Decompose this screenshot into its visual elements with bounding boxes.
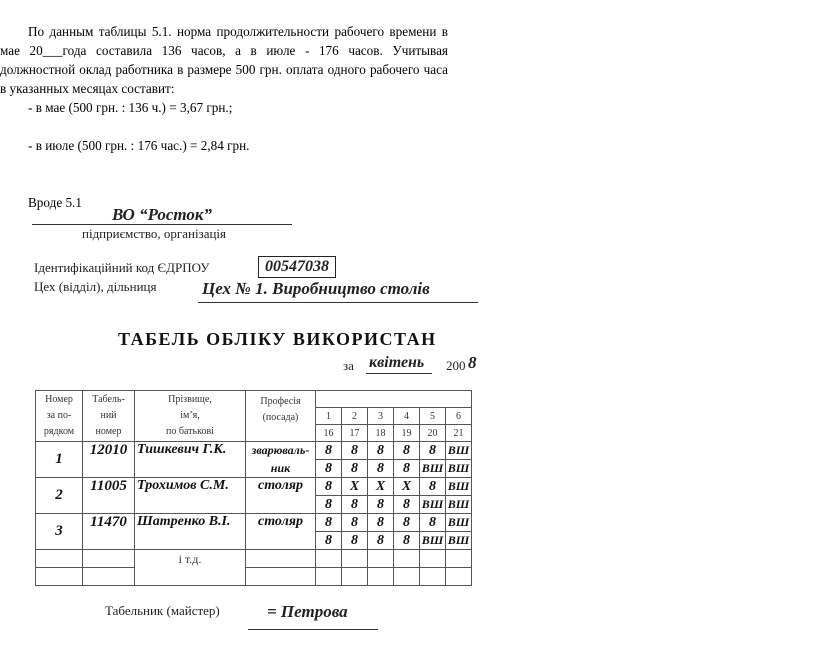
header-name-2: ім’я, bbox=[180, 410, 200, 421]
empty-cell bbox=[342, 568, 368, 586]
mark-cell: ВШ bbox=[446, 442, 472, 460]
day-top: 5 bbox=[420, 408, 446, 425]
empty-cell bbox=[420, 550, 446, 568]
header-row-1 bbox=[36, 391, 472, 408]
row-prof-cont: ник bbox=[246, 460, 316, 478]
org-underline bbox=[32, 224, 292, 225]
row-tab: 11470 bbox=[83, 514, 135, 550]
signer-label: Табельник (майстер) bbox=[105, 603, 220, 618]
mark-cell: 8 bbox=[420, 478, 446, 496]
empty-cell bbox=[83, 568, 135, 586]
header-num-2: за по- bbox=[46, 410, 72, 421]
mark-cell: 8 bbox=[316, 442, 342, 460]
for-label: за bbox=[343, 358, 354, 373]
mark-cell: ВШ bbox=[446, 532, 472, 550]
empty-cell bbox=[36, 550, 83, 568]
mark-cell: 8 bbox=[394, 442, 420, 460]
scanned-timesheet-form bbox=[30, 195, 480, 645]
row-tab: 12010 bbox=[83, 442, 135, 478]
day-bottom: 16 bbox=[316, 425, 342, 442]
row-prof: столяр bbox=[246, 514, 316, 550]
empty-cell bbox=[446, 550, 472, 568]
day-bottom: 19 bbox=[394, 425, 420, 442]
header-name bbox=[135, 391, 246, 442]
row-name: Шатренко В.І. bbox=[135, 514, 246, 550]
day-top: 6 bbox=[446, 408, 472, 425]
mark-cell: 8 bbox=[316, 532, 342, 550]
org-label: підприємство, організація bbox=[82, 226, 227, 241]
day-top: 3 bbox=[368, 408, 394, 425]
dept-underline bbox=[198, 302, 478, 303]
table-row bbox=[36, 478, 472, 496]
row-tab: 11005 bbox=[83, 478, 135, 514]
empty-cell bbox=[246, 568, 316, 586]
header-tab-2: ний bbox=[100, 410, 117, 421]
dept-label: Цех (відділ), дільниця bbox=[34, 279, 157, 294]
year-digit: 8 bbox=[468, 353, 477, 372]
mark-cell: 8 bbox=[342, 442, 368, 460]
row-name: Тишкевич Г.К. bbox=[135, 442, 246, 478]
month-underline bbox=[366, 373, 432, 374]
header-prof bbox=[246, 391, 316, 442]
header-days-blank bbox=[316, 391, 472, 408]
intro-paragraph: По данным таблицы 5.1. норма продолжительности рабочего времени в мае 20___года составила 136 часов, а в июле - 176 часов. Учитывая должностной оклад работника в размере 500 грн. оплата одного рабочего часа в указанных месяцах составит: bbox=[0, 24, 448, 96]
day-bottom: 17 bbox=[342, 425, 368, 442]
signer-value: = Петрова bbox=[267, 602, 348, 621]
mark-cell: 8 bbox=[394, 460, 420, 478]
month-value: квітень bbox=[369, 354, 425, 371]
empty-cell bbox=[368, 568, 394, 586]
mark-cell: 8 bbox=[368, 514, 394, 532]
mark-cell: 8 bbox=[394, 532, 420, 550]
mark-cell: ВШ bbox=[446, 460, 472, 478]
row-num: 2 bbox=[36, 478, 83, 514]
day-bottom: 21 bbox=[446, 425, 472, 442]
header-tab-1: Табель- bbox=[92, 394, 125, 405]
day-bottom: 20 bbox=[420, 425, 446, 442]
year-prefix: 200 bbox=[446, 358, 466, 373]
mark-cell: 8 bbox=[394, 496, 420, 514]
figure-caption: Вроде 5.1 bbox=[28, 195, 82, 210]
empty-cell bbox=[420, 568, 446, 586]
header-tab bbox=[83, 391, 135, 442]
code-label: Ідентифікаційний код ЄДРПОУ bbox=[34, 260, 210, 275]
table-row bbox=[36, 442, 472, 460]
header-num-3: рядком bbox=[43, 426, 75, 437]
org-name: ВО “Росток” bbox=[112, 205, 212, 224]
mark-cell: ВШ bbox=[420, 460, 446, 478]
empty-cell bbox=[368, 550, 394, 568]
empty-cell bbox=[246, 550, 316, 568]
mark-cell: 8 bbox=[316, 460, 342, 478]
table-row bbox=[36, 514, 472, 532]
empty-cell bbox=[394, 550, 420, 568]
empty-cell bbox=[394, 568, 420, 586]
mark-cell: 8 bbox=[316, 478, 342, 496]
july-calculation: - в июле (500 грн. : 176 час.) = 2,84 грн. bbox=[28, 138, 250, 153]
code-value: 00547038 bbox=[258, 256, 336, 278]
row-name: Трохимов С.М. bbox=[135, 478, 246, 514]
header-prof-1: Професія bbox=[260, 396, 301, 407]
day-top: 2 bbox=[342, 408, 368, 425]
timesheet-table bbox=[35, 390, 472, 586]
mark-cell: ВШ bbox=[446, 478, 472, 496]
mark-cell: 8 bbox=[342, 514, 368, 532]
mark-cell: Х bbox=[394, 478, 420, 496]
row-prof: столяр bbox=[246, 478, 316, 514]
row-num: 1 bbox=[36, 442, 83, 478]
mark-cell: 8 bbox=[316, 514, 342, 532]
form-title: ТАБЕЛЬ ОБЛІКУ ВИКОРИСТАН bbox=[118, 329, 437, 349]
empty-cell bbox=[446, 568, 472, 586]
table-row-blank bbox=[36, 568, 472, 586]
empty-cell bbox=[316, 550, 342, 568]
mark-cell: 8 bbox=[342, 532, 368, 550]
header-tab-3: номер bbox=[95, 426, 122, 437]
day-top: 4 bbox=[394, 408, 420, 425]
mark-cell: 8 bbox=[394, 514, 420, 532]
empty-cell bbox=[316, 568, 342, 586]
etc-label: і т.д. bbox=[135, 550, 246, 586]
mark-cell: Х bbox=[342, 478, 368, 496]
mark-cell: 8 bbox=[420, 514, 446, 532]
mark-cell: 8 bbox=[368, 496, 394, 514]
mark-cell: ВШ bbox=[420, 532, 446, 550]
mark-cell: ВШ bbox=[446, 514, 472, 532]
day-top: 1 bbox=[316, 408, 342, 425]
header-name-3: по батькові bbox=[166, 426, 214, 437]
mark-cell: 8 bbox=[342, 496, 368, 514]
row-num: 3 bbox=[36, 514, 83, 550]
mark-cell: 8 bbox=[420, 442, 446, 460]
mark-cell: 8 bbox=[368, 532, 394, 550]
mark-cell: Х bbox=[368, 478, 394, 496]
mark-cell: ВШ bbox=[420, 496, 446, 514]
empty-cell bbox=[83, 550, 135, 568]
dept-value: Цех № 1. Виробництво столів bbox=[202, 279, 430, 298]
mark-cell: 8 bbox=[368, 460, 394, 478]
empty-cell bbox=[36, 568, 83, 586]
mark-cell: 8 bbox=[368, 442, 394, 460]
day-bottom: 18 bbox=[368, 425, 394, 442]
signer-underline bbox=[248, 629, 378, 630]
mark-cell: 8 bbox=[342, 460, 368, 478]
header-prof-2: (посада) bbox=[262, 412, 299, 423]
mark-cell: ВШ bbox=[446, 496, 472, 514]
header-num-1: Номер bbox=[45, 394, 73, 405]
header-name-1: Прізвище, bbox=[168, 394, 212, 405]
mark-cell: 8 bbox=[316, 496, 342, 514]
header-num bbox=[36, 391, 83, 442]
may-calculation: - в мае (500 грн. : 136 ч.) = 3,67 грн.; bbox=[28, 100, 233, 115]
empty-cell bbox=[342, 550, 368, 568]
row-prof: зварюваль- bbox=[246, 442, 316, 460]
table-row-etc bbox=[36, 550, 472, 568]
